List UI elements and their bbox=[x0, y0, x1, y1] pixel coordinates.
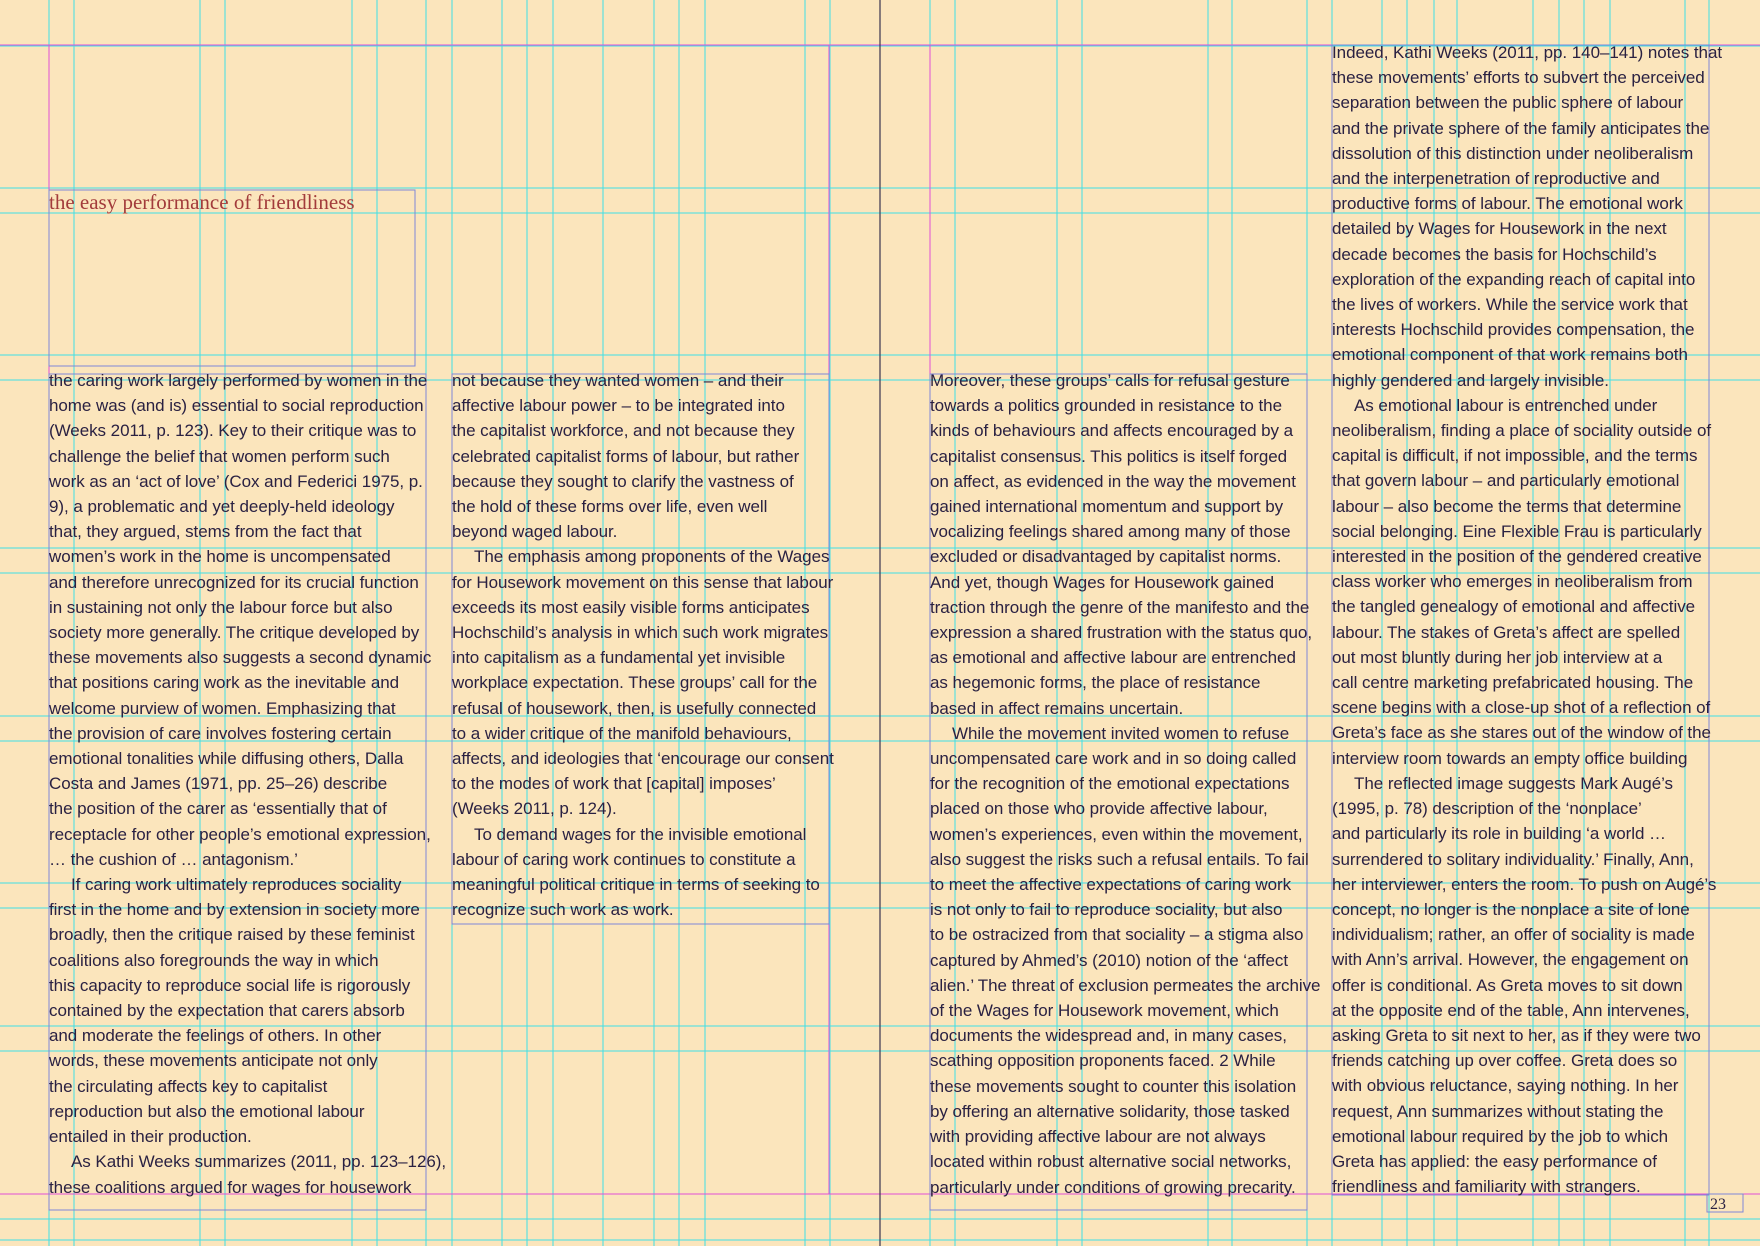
text-line: interested in the position of the gendered creative bbox=[1332, 547, 1702, 567]
text-line: scene begins with a close-up shot of a reflection of bbox=[1332, 698, 1711, 718]
text-column-3 bbox=[930, 368, 1321, 1200]
text-line: individualism; rather, an offer of sociality is made bbox=[1332, 925, 1695, 945]
text-line: labour of caring work continues to constitute a bbox=[452, 849, 796, 869]
text-line: refusal of housework, then, is usefully connected bbox=[452, 698, 817, 718]
text-line: Indeed, Kathi Weeks (2011, pp. 140–141) notes that bbox=[1332, 43, 1723, 62]
paragraph bbox=[49, 368, 432, 872]
text-line: gained international momentum and support by bbox=[930, 497, 1284, 517]
text-line: as hegemonic forms, the place of resistance bbox=[930, 673, 1261, 693]
text-line: expression a shared frustration with the status quo, bbox=[930, 623, 1313, 643]
text-line: (1995, p. 78) description of the ‘nonplace’ bbox=[1332, 799, 1642, 819]
text-line: is not only to fail to reproduce sociality, but also bbox=[930, 900, 1283, 920]
text-line: out most bluntly during her job interview at a bbox=[1332, 647, 1663, 667]
paragraph bbox=[1332, 393, 1712, 771]
text-line: placed on those who provide affective labour, bbox=[930, 799, 1268, 819]
text-line: work as an ‘act of love’ (Cox and Federici 1975, p. bbox=[49, 471, 423, 491]
text-line: emotional tonalities while diffusing others, Dalla bbox=[49, 749, 404, 769]
text-line: society more generally. The critique developed by bbox=[49, 623, 420, 643]
text-line: concept, no longer is the nonplace a site of lone bbox=[1332, 899, 1690, 919]
text-line: entailed in their production. bbox=[49, 1127, 252, 1147]
text-line: vocalizing feelings shared among many of those bbox=[930, 522, 1291, 542]
text-line: traction through the genre of the manifesto and the bbox=[930, 597, 1310, 617]
text-line: as emotional and affective labour are entrenched bbox=[930, 648, 1296, 668]
text-line: and particularly its role in building ‘a world … bbox=[1332, 824, 1666, 844]
text-line: While the movement invited women to refuse bbox=[952, 723, 1290, 743]
text-line: celebrated capitalist forms of labour, but rather bbox=[452, 446, 800, 466]
text-line: that, they argued, stems from the fact that bbox=[49, 522, 362, 542]
text-line: first in the home and by extension in society more bbox=[49, 900, 420, 920]
text-line: these movements sought to counter this isolation bbox=[930, 1076, 1297, 1096]
text-column-2 bbox=[452, 368, 832, 922]
text-line: Costa and James (1971, pp. 25–26) describe bbox=[49, 774, 388, 794]
text-line: that positions caring work as the inevitable and bbox=[49, 673, 400, 693]
text-line: women’s experiences, even within the movement, bbox=[930, 824, 1303, 844]
text-line: friendliness and familiarity with strangers. bbox=[1332, 1177, 1641, 1197]
text-line: emotional component of that work remains both bbox=[1332, 345, 1688, 365]
text-line: the caring work largely performed by women in the bbox=[49, 371, 428, 390]
text-line: Greta has applied: the easy performance of bbox=[1332, 1151, 1657, 1171]
text-line: to be ostracized from that sociality – a stigma also bbox=[930, 925, 1304, 945]
text-line: productive forms of labour. The emotional work bbox=[1332, 194, 1683, 214]
text-line: … the cushion of … antagonism.’ bbox=[49, 849, 298, 869]
text-line: to meet the affective expectations of caring work bbox=[930, 875, 1292, 895]
text-line: exceeds its most easily visible forms anticipates bbox=[452, 597, 810, 617]
text-line: towards a politics grounded in resistance to the bbox=[930, 396, 1282, 416]
text-line: excluded or disadvantaged by capitalist norms. bbox=[930, 547, 1282, 567]
text-line: workplace expectation. These groups’ call for the bbox=[452, 673, 818, 693]
text-line: interview room towards an empty office building bbox=[1332, 748, 1688, 768]
paragraph bbox=[930, 721, 1321, 1200]
text-line: to a wider critique of the manifold behaviours, bbox=[452, 723, 792, 743]
text-line: located within robust alternative social networks, bbox=[930, 1152, 1292, 1172]
text-line: at the opposite end of the table, Ann intervenes, bbox=[1332, 1000, 1690, 1020]
text-line: the tangled genealogy of emotional and affective bbox=[1332, 597, 1696, 617]
text-line: these movements’ efforts to subvert the perceived bbox=[1332, 68, 1705, 88]
text-line: meaningful political critique in terms of seeking to bbox=[452, 875, 820, 895]
text-line: Greta’s face as she stares out of the window of the bbox=[1332, 723, 1711, 743]
text-line: affective labour power – to be integrated into bbox=[452, 396, 785, 416]
text-line: with Ann’s arrival. However, the engagement on bbox=[1332, 950, 1689, 970]
text-line: home was (and is) essential to social reproduction bbox=[49, 396, 424, 416]
text-line: based in affect remains uncertain. bbox=[930, 698, 1184, 718]
text-line: neoliberalism, finding a place of sociality outside of bbox=[1332, 421, 1712, 441]
text-line: with providing affective labour are not always bbox=[930, 1127, 1266, 1147]
text-line: detailed by Wages for Housework in the next bbox=[1332, 219, 1667, 239]
text-line: scathing opposition proponents faced. 2 While bbox=[930, 1051, 1276, 1071]
text-line: capitalist consensus. This politics is itself forged bbox=[930, 446, 1288, 466]
text-line: because they sought to clarify the vastness of bbox=[452, 471, 794, 491]
text-line: the hold of these forms over life, even well bbox=[452, 497, 768, 517]
text-line: on affect, as evidenced in the way the movement bbox=[930, 471, 1296, 491]
text-line: reproduction but also the emotional labour bbox=[49, 1101, 365, 1121]
text-line: her interviewer, enters the room. To push on Augé’s bbox=[1332, 874, 1717, 894]
text-line: recognize such work as work. bbox=[452, 900, 674, 920]
text-line: To demand wages for the invisible emotional bbox=[474, 824, 807, 844]
text-line: 9), a problematic and yet deeply-held ideology bbox=[49, 497, 395, 517]
text-line: challenge the belief that women perform such bbox=[49, 446, 390, 466]
paragraph bbox=[49, 872, 429, 1149]
text-line: for Housework movement on this sense that labour bbox=[452, 572, 834, 592]
text-line: separation between the public sphere of labour bbox=[1332, 93, 1684, 113]
text-line: women’s work in the home is uncompensated bbox=[49, 547, 391, 567]
text-line: also suggest the risks such a refusal entails. To fail bbox=[930, 849, 1309, 869]
text-line: welcome purview of women. Emphasizing that bbox=[49, 698, 396, 718]
page-number: 23 bbox=[1710, 1196, 1726, 1213]
text-line: to the modes of work that [capital] imposes’ bbox=[452, 774, 776, 794]
text-line: highly gendered and largely invisible. bbox=[1332, 370, 1609, 390]
text-line: that govern labour – and particularly emotional bbox=[1332, 471, 1680, 491]
text-line: friends catching up over coffee. Greta does so bbox=[1332, 1051, 1678, 1071]
text-line: words, these movements anticipate not only bbox=[49, 1051, 378, 1071]
text-line: labour – also become the terms that determine bbox=[1332, 496, 1682, 516]
text-line: the provision of care involves fostering certain bbox=[49, 723, 392, 743]
text-line: Hochschild’s analysis in which such work migrates bbox=[452, 623, 829, 643]
text-line: into capitalism as a fundamental yet invisible bbox=[452, 648, 786, 668]
text-line: decade becomes the basis for Hochschild’s bbox=[1332, 244, 1657, 264]
text-line: this capacity to reproduce social life is rigorously bbox=[49, 975, 411, 995]
text-line: not because they wanted women – and their bbox=[452, 371, 784, 390]
text-line: capital is difficult, if not impossible, and the terms bbox=[1332, 446, 1698, 466]
running-head: the easy performance of friendliness bbox=[49, 190, 355, 214]
text-line: offer is conditional. As Greta moves to sit down bbox=[1332, 975, 1683, 995]
text-line: in sustaining not only the labour force but also bbox=[49, 597, 393, 617]
text-line: social belonging. Eine Flexible Frau is particularly bbox=[1332, 521, 1702, 541]
text-column-4 bbox=[1332, 40, 1723, 1199]
text-line: contained by the expectation that carers absorb bbox=[49, 1001, 405, 1021]
text-line: coalitions also foregrounds the way in which bbox=[49, 950, 379, 970]
text-line: exploration of the expanding reach of capital into bbox=[1332, 269, 1696, 289]
text-line: and the private sphere of the family anticipates the bbox=[1332, 118, 1710, 138]
text-line: surrendered to solitary individuality.’ Finally, Ann, bbox=[1332, 849, 1694, 869]
text-line: captured by Ahmed’s (2010) notion of the ‘affect bbox=[930, 950, 1288, 970]
text-line: beyond waged labour. bbox=[452, 522, 618, 542]
text-line: call centre marketing prefabricated housing. The bbox=[1332, 673, 1694, 693]
text-line: And yet, though Wages for Housework gained bbox=[930, 572, 1275, 592]
text-line: documents the widespread and, in many cases, bbox=[930, 1026, 1287, 1046]
paragraph bbox=[452, 822, 832, 923]
text-line: the position of the carer as ‘essentially that of bbox=[49, 799, 387, 819]
text-line: As emotional labour is entrenched under bbox=[1354, 395, 1658, 415]
text-line: the circulating affects key to capitalist bbox=[49, 1076, 328, 1096]
text-line: and therefore unrecognized for its crucial function bbox=[49, 572, 419, 592]
text-line: emotional labour required by the job to which bbox=[1332, 1126, 1669, 1146]
text-line: for the recognition of the emotional expectations bbox=[930, 774, 1290, 794]
text-line: and moderate the feelings of others. In other bbox=[49, 1026, 382, 1046]
text-line: As Kathi Weeks summarizes (2011, pp. 123–126), bbox=[71, 1152, 447, 1172]
text-line: these movements also suggests a second dynamic bbox=[49, 648, 432, 668]
text-line: affects, and ideologies that ‘encourage our consent bbox=[452, 749, 834, 769]
text-line: these coalitions argued for wages for housework bbox=[49, 1177, 412, 1197]
text-line: kinds of behaviours and affects encouraged by a bbox=[930, 421, 1294, 441]
text-line: asking Greta to sit next to her, as if they were two bbox=[1332, 1025, 1701, 1045]
text-line: of the Wages for Housework movement, which bbox=[930, 1001, 1279, 1021]
paragraph bbox=[49, 1149, 447, 1199]
text-line: (Weeks 2011, p. 123). Key to their critique was to bbox=[49, 421, 417, 441]
text-line: interests Hochschild provides compensation, the bbox=[1332, 320, 1695, 340]
paragraph bbox=[452, 544, 832, 821]
text-line: dissolution of this distinction under neoliberalism bbox=[1332, 143, 1694, 163]
text-line: The emphasis among proponents of the Wages bbox=[474, 547, 830, 567]
paragraph bbox=[452, 368, 832, 544]
text-line: Moreover, these groups’ calls for refusal gesture bbox=[930, 371, 1290, 390]
paragraph bbox=[1332, 40, 1723, 393]
text-line: broadly, then the critique raised by these feminist bbox=[49, 925, 415, 945]
paragraph bbox=[930, 368, 1313, 721]
text-line: receptacle for other people’s emotional expression, bbox=[49, 824, 431, 844]
text-line: the capitalist workforce, and not because they bbox=[452, 421, 795, 441]
text-line: and the interpenetration of reproductive and bbox=[1332, 169, 1660, 189]
text-line: labour. The stakes of Greta’s affect are spelled bbox=[1332, 622, 1681, 642]
text-line: the lives of workers. While the service work that bbox=[1332, 295, 1688, 315]
text-line: with obvious reluctance, saying nothing. In her bbox=[1332, 1076, 1679, 1096]
text-line: If caring work ultimately reproduces sociality bbox=[71, 875, 402, 895]
text-line: class worker who emerges in neoliberalism from bbox=[1332, 572, 1693, 592]
text-line: request, Ann summarizes without stating the bbox=[1332, 1101, 1664, 1121]
text-line: alien.’ The threat of exclusion permeates the archive bbox=[930, 975, 1321, 995]
running-head-frame bbox=[49, 190, 415, 366]
text-line: particularly under conditions of growing precarity. bbox=[930, 1177, 1296, 1197]
text-line: by offering an alternative solidarity, those tasked bbox=[930, 1101, 1290, 1121]
paragraph bbox=[1332, 771, 1717, 1199]
text-line: (Weeks 2011, p. 124). bbox=[452, 799, 617, 819]
text-column-1 bbox=[49, 368, 447, 1200]
text-line: uncompensated care work and in so doing called bbox=[930, 749, 1297, 769]
text-line: The reflected image suggests Mark Augé’s bbox=[1354, 773, 1673, 793]
